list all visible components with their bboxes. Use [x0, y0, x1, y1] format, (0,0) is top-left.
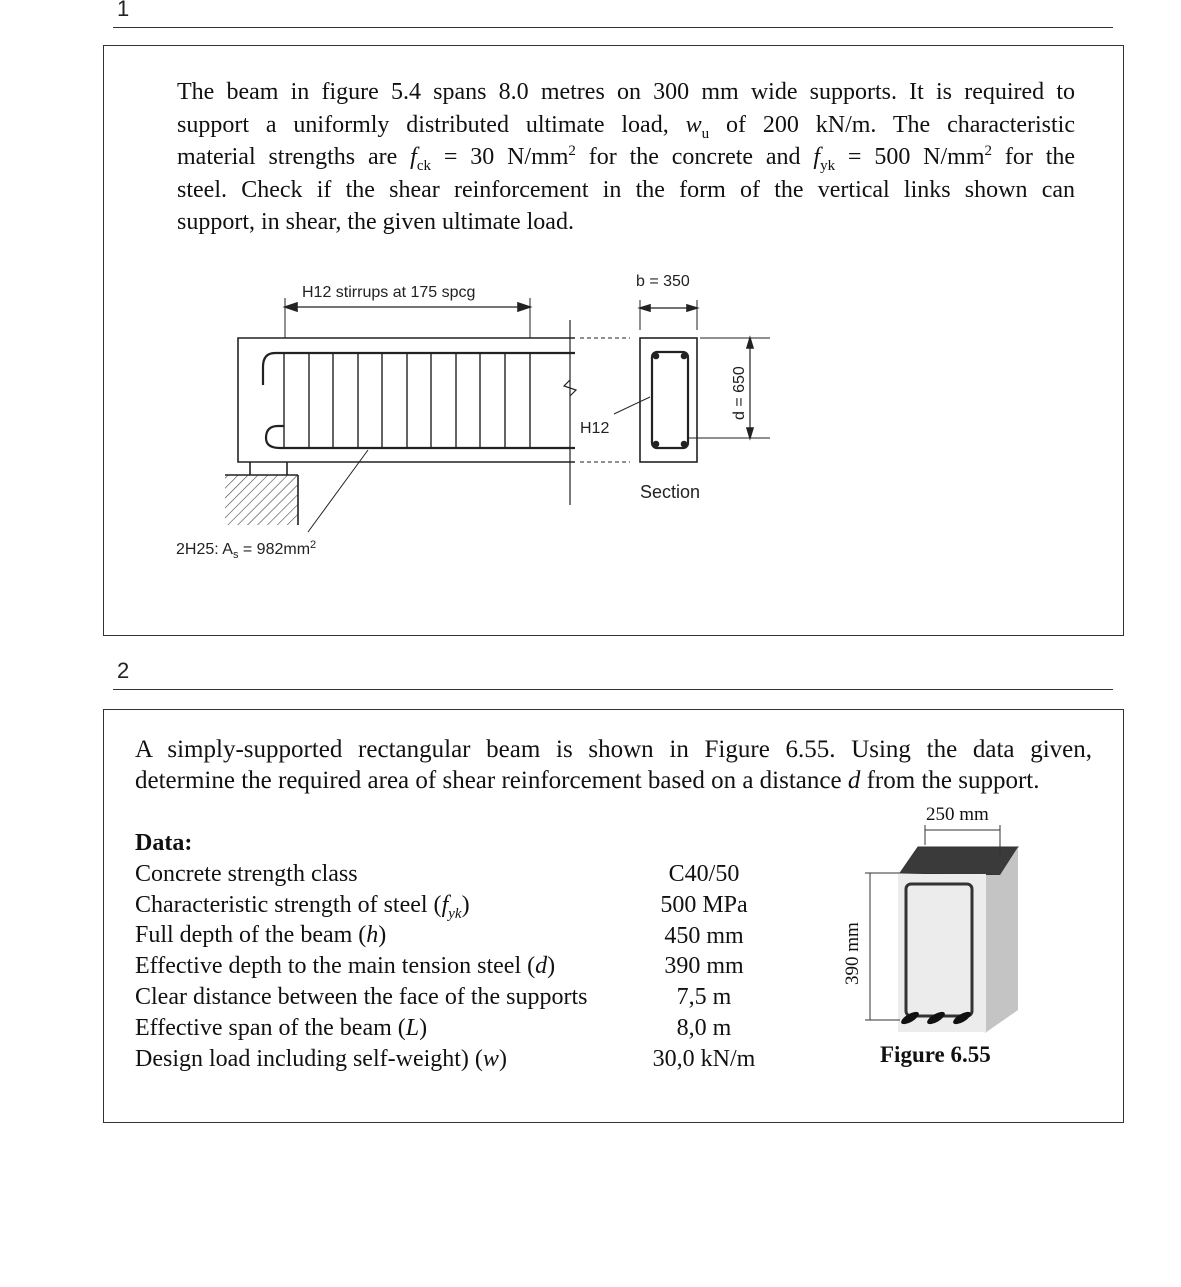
text: for the [992, 144, 1076, 170]
text: support a uniformly distributed ultimate load, [177, 111, 686, 138]
problem-2-number: 2 [117, 658, 130, 683]
data-row-value: 450 mm [664, 922, 744, 949]
bottom-steel-label: 2H25: $A_s = 982mm^2$ [176, 539, 317, 561]
b-dimension-label: b = 350 [636, 273, 690, 290]
symbol: f [410, 144, 417, 170]
data-row-label: Characteristic strength of steel $(f_{yk})$ [135, 891, 470, 922]
problem-1-number: 1 [117, 0, 130, 21]
data-row-value: 390 mm [664, 953, 744, 980]
data-row-label: Concrete strength class [135, 860, 358, 887]
data-row-value: 7,5 m [676, 984, 732, 1011]
d-dimension-label: d = 650 [731, 366, 748, 420]
text: = 500 N/mm [835, 144, 985, 170]
figure-caption: Figure 6.55 [880, 1042, 991, 1067]
depth-label: 390 mm [842, 922, 863, 985]
section-label: Section [640, 482, 701, 502]
subscript: u [701, 125, 710, 142]
text-line: steel. Check if the shear reinforcement in the form of the vertical links shown can [177, 176, 1075, 203]
data-row-value: 30,0 kN/m [652, 1045, 756, 1072]
text: material strengths are [177, 144, 411, 170]
text-line: support, in shear, the given ultimate load. [177, 209, 574, 235]
h12-label: H12 [580, 420, 610, 437]
text: of 200 kN/m. The characteristic [709, 111, 1075, 138]
data-row-label: Clear distance between the face of the supports [135, 983, 588, 1010]
text: = 30 N/mm [430, 144, 569, 170]
data-row-label: Full depth of the beam (h) [135, 922, 387, 949]
stirrups-label: H12 stirrups at 175 spcg [302, 284, 476, 301]
subscript: yk [820, 157, 836, 174]
data-row-label: Effective span of the beam (L) [135, 1014, 428, 1041]
data-row-value: C40/50 [668, 861, 740, 887]
text: for the concrete and [575, 144, 814, 170]
subscript: ck [416, 157, 431, 174]
data-heading: Data: [135, 830, 193, 856]
text-line: A simply-supported rectangular beam is shown in Figure 6.55. Using the data given, [135, 736, 1092, 763]
data-row-label: Effective depth to the main tension steel (d) [135, 953, 556, 980]
data-row-value: 500 MPa [660, 891, 748, 918]
data-row-value: 8,0 m [676, 1014, 732, 1041]
superscript: 2 [984, 143, 993, 159]
text: from the support. [860, 767, 1040, 794]
symbol: d [847, 767, 861, 794]
superscript: 2 [568, 143, 576, 159]
symbol: w [685, 111, 702, 138]
width-label: 250 mm [926, 804, 989, 825]
text-line: The beam in figure 5.4 spans 8.0 metres on 300 mm wide supports. It is required to [177, 79, 1075, 105]
data-row-label: Design load including self-weight) (w) [135, 1045, 507, 1072]
symbol: f [813, 144, 821, 170]
text: determine the required area of shear reinforcement based on a distance [135, 767, 848, 794]
